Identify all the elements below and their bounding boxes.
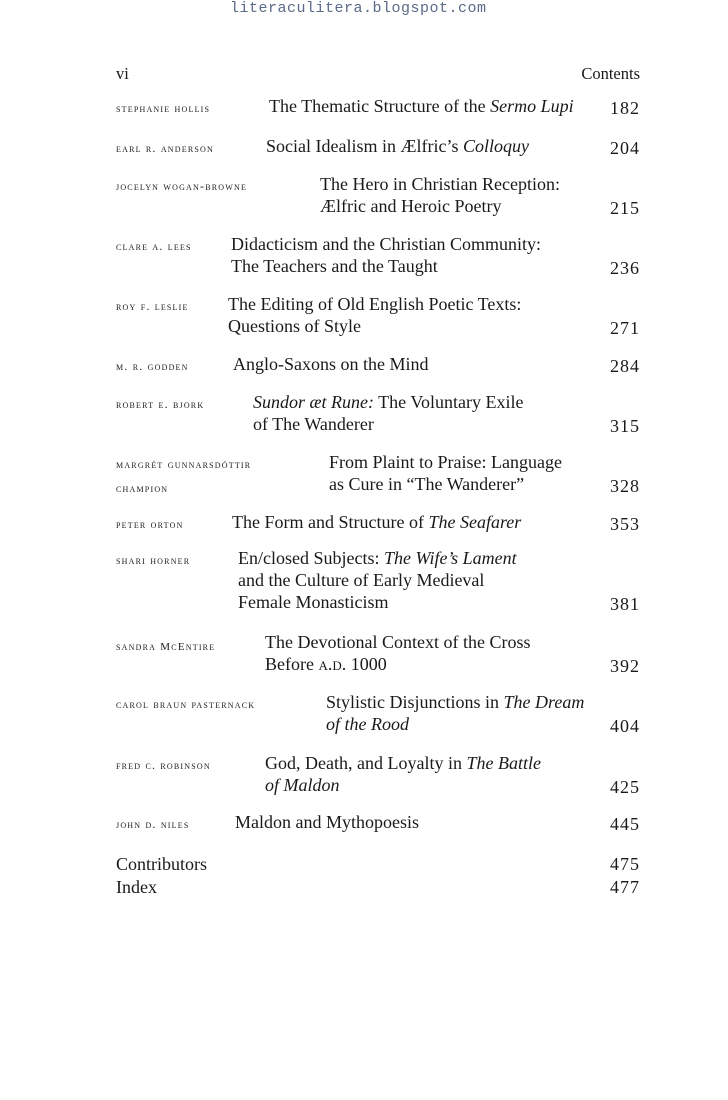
toc-entry (116, 96, 640, 122)
entry-author: earl r. anderson (116, 141, 214, 155)
back-matter-entry (116, 854, 640, 876)
entry-author: robert e. bjork (116, 397, 205, 411)
entry-author: stephanie hollis (116, 101, 211, 115)
entry-title-line: Stylistic Disjunctions in The Dream (326, 692, 585, 712)
entry-title-line: The Editing of Old English Poetic Texts: (228, 294, 522, 314)
entry-author: shari horner (116, 553, 191, 567)
toc-entry (116, 174, 640, 222)
entry-page-number: 271 (610, 318, 640, 338)
entry-page-number: 392 (610, 656, 640, 676)
entry-page-number: 315 (610, 416, 640, 436)
entry-author: jocelyn wogan-browne (116, 179, 248, 193)
entry-title-line: The Hero in Christian Reception: (320, 174, 560, 194)
entry-author: john d. niles (116, 817, 190, 831)
entry-title-line: Before a.d. 1000 (265, 654, 387, 674)
entry-page-number: 236 (610, 258, 640, 278)
entry-title-line: En/closed Subjects: The Wife’s Lament (238, 548, 517, 568)
back-matter-entry (116, 877, 640, 899)
entry-page-number: 284 (610, 356, 640, 376)
toc-entry (116, 692, 640, 740)
entry-page-number: 445 (610, 814, 640, 834)
toc-entry (116, 812, 640, 838)
entry-title-line: and the Culture of Early Medieval (238, 570, 485, 590)
entry-page-number: 215 (610, 198, 640, 218)
toc-entry (116, 512, 640, 538)
entry-author: roy f. leslie (116, 299, 189, 313)
back-matter-label: Index (116, 877, 157, 897)
entry-page-number: 353 (610, 514, 640, 534)
entry-title-line: Sundor æt Rune: The Voluntary Exile (253, 392, 524, 412)
entry-title-line: Anglo-Saxons on the Mind (233, 354, 429, 374)
entry-author: carol braun pasternack (116, 697, 256, 711)
entry-author: fred c. robinson (116, 758, 211, 772)
toc-entry (116, 354, 640, 380)
toc-entry (116, 294, 640, 342)
entry-author: clare a. lees (116, 239, 192, 253)
entry-title-line: Maldon and Mythopoesis (235, 812, 419, 832)
entry-title-line: From Plaint to Praise: Language (329, 452, 562, 472)
entry-title-line: Ælfric and Heroic Poetry (320, 196, 502, 216)
entry-title-line: The Devotional Context of the Cross (265, 632, 531, 652)
toc-entry (116, 753, 640, 801)
back-matter-page-number: 475 (610, 854, 640, 874)
entry-title-line: Didacticism and the Christian Community: (231, 234, 541, 254)
watermark-url: literaculitera.blogspot.com (230, 0, 487, 17)
back-matter-label: Contributors (116, 854, 208, 874)
entry-title-line: Questions of Style (228, 316, 361, 336)
entry-title-line: of Maldon (265, 775, 340, 795)
toc-entry (116, 452, 640, 500)
entry-title-line: The Teachers and the Taught (231, 256, 438, 276)
toc-entry (116, 392, 640, 440)
entry-page-number: 182 (610, 98, 640, 118)
toc-entry (116, 548, 640, 618)
entry-page-number: 381 (610, 594, 640, 614)
header-page-number: vi (116, 64, 129, 83)
entry-page-number: 328 (610, 476, 640, 496)
entry-title-line: The Thematic Structure of the Sermo Lupi (269, 96, 574, 116)
entry-title-line: The Form and Structure of The Seafarer (232, 512, 522, 532)
entry-page-number: 204 (610, 138, 640, 158)
entry-title-line: of The Wanderer (253, 414, 374, 434)
toc-entry (116, 234, 640, 282)
entry-author: peter orton (116, 517, 184, 531)
entry-page-number: 425 (610, 777, 640, 797)
entry-title-line: Female Monasticism (238, 592, 389, 612)
header-title: Contents (581, 64, 640, 83)
entry-author: margrét gunnarsdóttir (116, 457, 252, 471)
entry-title-line: of the Rood (326, 714, 409, 734)
entry-title-line: as Cure in “The Wanderer” (329, 474, 525, 494)
back-matter-page-number: 477 (610, 877, 640, 897)
entry-author: m. r. godden (116, 359, 189, 373)
toc-entry (116, 136, 640, 162)
entry-title-line: God, Death, and Loyalty in The Battle (265, 753, 541, 773)
toc-entry (116, 632, 640, 680)
entry-author: sandra mcentire (116, 637, 216, 654)
entry-title-line: Social Idealism in Ælfric’s Colloquy (266, 136, 529, 156)
entry-page-number: 404 (610, 716, 640, 736)
entry-author-continued: champion (116, 481, 169, 495)
